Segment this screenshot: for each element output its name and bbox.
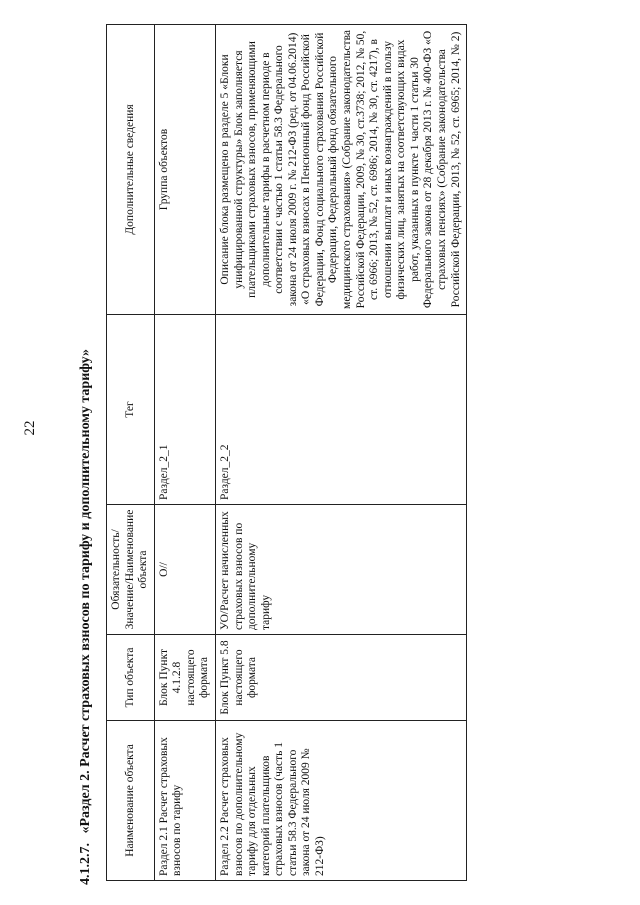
cell-tag: Раздел_2_1	[154, 315, 215, 505]
header-obligation: Обязательность/Значение/Наименование объекта	[107, 505, 155, 635]
cell-type: Блок Пункт 5.8 настоящего формата	[215, 635, 466, 721]
cell-obligation: О//	[154, 505, 215, 635]
cell-obligation: УО/Расчет начисленных страховых взносов по дополнительному тарифу	[215, 505, 466, 635]
cell-notes: Описание блока размещено в разделе 5 «Блоки унифицированной структуры» Блок заполняется плательщиками страховых взносов, применяющими дополнительные тарифы в расчетном периоде в соответствии с частью 1 статьи 58.3 Федерального закона от 24 июля 2009 г. № 212-ФЗ (ред. от 04.06.2014) «О страховых взносах в Пенсионный фонд Российской Федерации, Фонд социального страхования Российской Федерации, Федеральный фонд обязательного медицинского страхования» (Собрание законодательства Российской Федерации, 2009, № 30, ст.3738; 2012, № 50, ст. 6966; 2013, № 52, ст. 6986; 2014, № 30, ст. 4217), в отношении выплат и иных вознаграждений в пользу физических лиц, занятых на соответствующих видах работ, указанных в пункте 1 части 1 статьи 30 Федерального закона от 28 декабря 2013 г. № 400-ФЗ «О страховых пенсиях» (Собрание законодательства Российской Федерации, 2013, № 52, ст. 6965; 2014, № 2)	[215, 25, 466, 315]
objects-table	[106, 24, 467, 881]
table-header-row	[107, 25, 155, 881]
section-heading	[78, 349, 94, 885]
cell-notes: Группа объектов	[154, 25, 215, 315]
header-object-type: Тип объекта	[107, 635, 155, 721]
cell-name: Раздел 2.2 Расчет страховых взносов по дополнительному тарифу для отдельных категорий плательщиков страховых взносов (часть 1 статьи 58.3 Федерального закона от 24 июля 2009 № 212-ФЗ)	[215, 721, 466, 881]
cell-name: Раздел 2.1 Расчет страховых взносов по тарифу	[154, 721, 215, 881]
cell-type: Блок Пункт 4.1.2.8 настоящего формата	[154, 635, 215, 721]
rotated-page-content	[78, 25, 598, 885]
header-tag: Тег	[107, 315, 155, 505]
header-notes: Дополнительные сведения	[107, 25, 155, 315]
table-row	[215, 25, 466, 881]
table-row	[154, 25, 215, 881]
page-number: 22	[22, 420, 38, 436]
header-object-name: Наименование объекта	[107, 721, 155, 881]
section-number: 4.1.2.7.	[78, 843, 93, 885]
section-title: «Раздел 2. Расчет страховых взносов по тарифу и дополнительному тарифу»	[78, 349, 93, 834]
cell-tag: Раздел_2_2	[215, 315, 466, 505]
